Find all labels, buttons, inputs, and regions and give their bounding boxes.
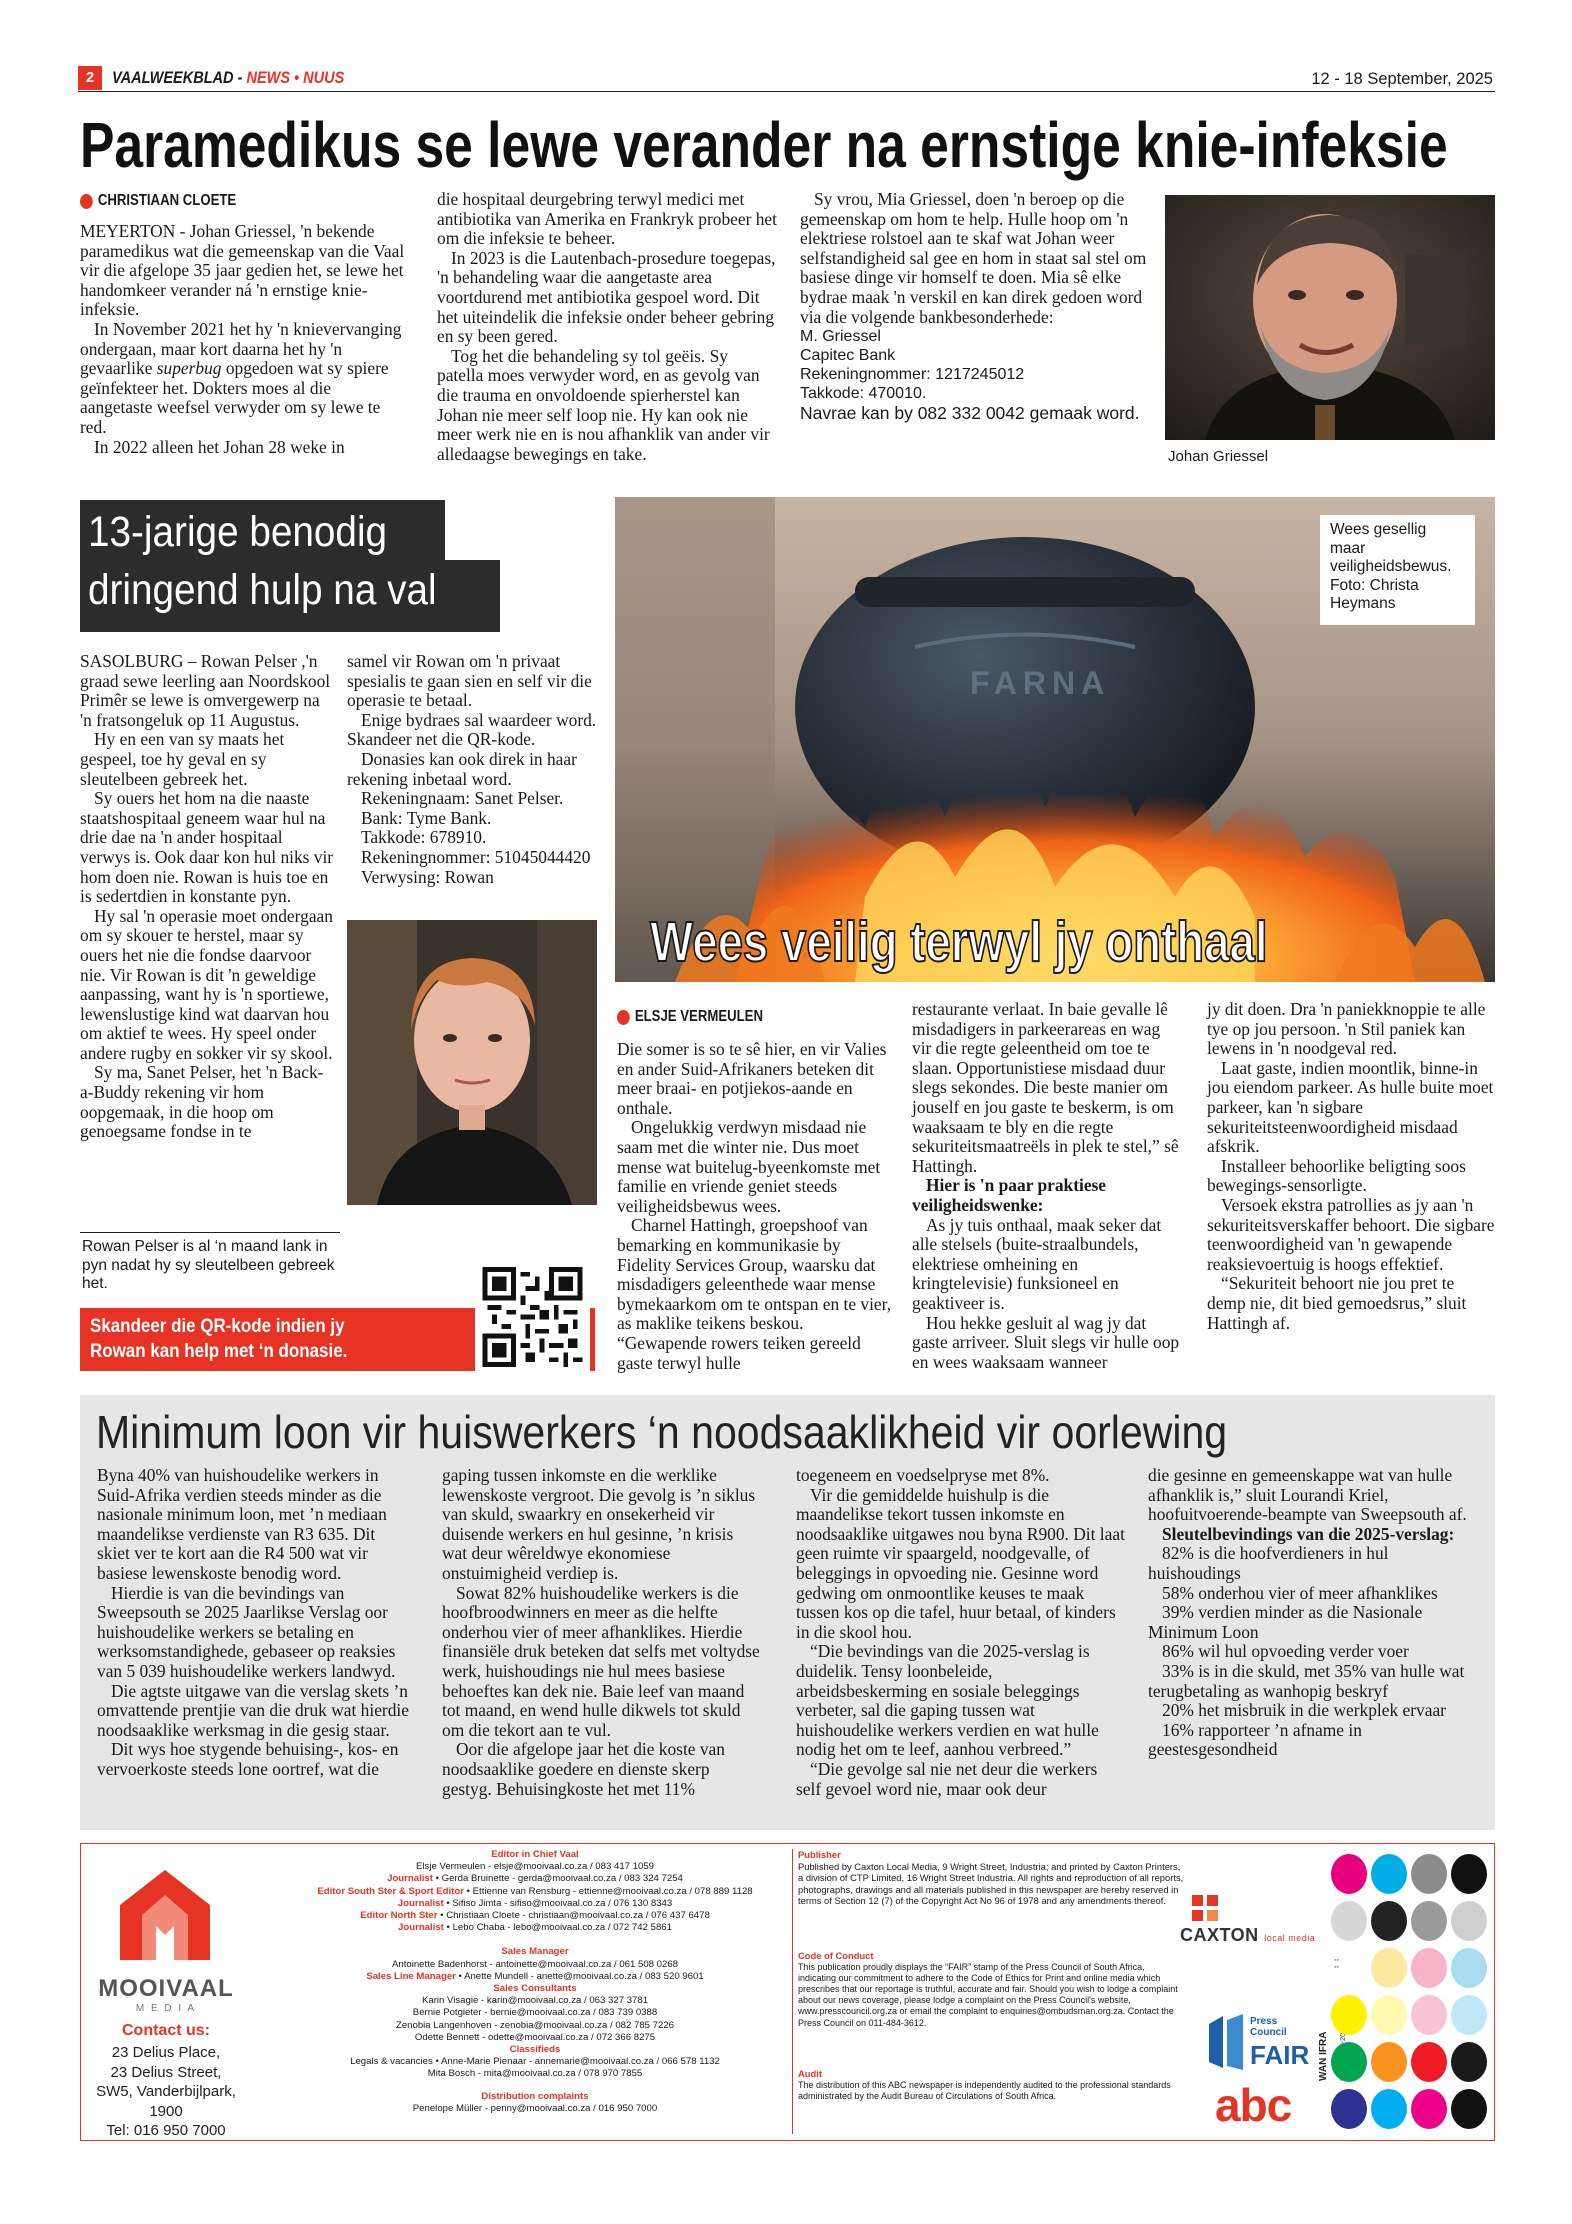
- story4-col4: [1148, 1466, 1483, 1760]
- staff-row: Zenobia Langenhoven - zenobia@mooivaal.co.za / 082 785 7226: [395, 2019, 675, 2031]
- story2-col2: [347, 652, 602, 887]
- story3-paragraph: Versoek ekstra patrollies as jy aan 'n sekuriteitsverskaffer behoort. Die sigbare teenwoordigheid van 'n gewapende reaksievoertuig is hoogs effektief.: [1207, 1194, 1495, 1274]
- story4-paragraph: die gesinne en gemeenskappe wat van hulle afhanklik is,” sluit Lourandi Kriel, hoofuitvoerende-beampte van Sweepsouth af.: [1148, 1465, 1467, 1525]
- byline-dot-icon: [80, 194, 93, 209]
- swatch-lightblue: [1451, 1948, 1487, 1988]
- story4-paragraph: Hierdie is van die bevindings van Sweepsouth se 2025 Jaarlikse Verslag oor huishoudelike werkers se betaling en werksomstandighede, gebaseer op reaksies van 5 039 huishoudelike werkers landwyd.: [97, 1582, 396, 1681]
- story1-bank-details: M. Griessel Capitec Bank Rekeningnommer: 1217245012 Takkode: 470010.: [800, 328, 1025, 403]
- staff-row: Penelope Müller - penny@mooivaal.co.za / 016 950 7000: [412, 2102, 658, 2114]
- story3-paragraph: As jy tuis onthaal, maak seker dat alle stelsels (buite-straalbundels, elektriese omheining en kringtelevisie) funksioneel en geaktiveer is.: [912, 1214, 1162, 1313]
- story1-paragraph: In 2023 is die Lautenbach-prosedure toegepas, 'n behandeling waar die aangetaste area voortdurend met antibiotika gespoel word. Dit het uiteindelik die infeksie onder beheer gebring en sy been gered.: [437, 247, 776, 347]
- swatch-black: [1451, 2042, 1487, 2082]
- contact-address: 23 Delius Place, 23 Delius Street, SW5, Vanderbijlpark, 1900 Tel: 016 950 7000: [96, 2044, 236, 2139]
- story2-col1: [80, 652, 335, 1142]
- story1-col1: [80, 222, 405, 457]
- johan-caption: Johan Griessel: [1168, 448, 1269, 465]
- story2-paragraph: Hy sal 'n operasie moet ondergaan om sy skouer te herstel, maar sy ouers het nie die fondse daarvoor nie. Vir Rowan is dit 'n geweldige aanpassing, want hy is 'n sportiewe, lewenslustige kind wat daarvan hou om aktief te wees. Hy speel onder andere rugby en sokker vir sy skool.: [80, 905, 333, 1063]
- staff-row: Antoinette Badenhorst - antoinette@mooivaal.co.za / 061 508 0268: [391, 1958, 679, 1970]
- story4-col3: [796, 1466, 1126, 1799]
- johan-portrait-illustration: [1165, 195, 1495, 440]
- qr-code[interactable]: [475, 1262, 590, 1372]
- swatch-pink: [1411, 1995, 1447, 2035]
- potjie-caption-box: Wees gesellig maar veiligheidsbewus. Foto: Christa Heymans: [1320, 515, 1475, 625]
- story3-paragraph: Die somer is so te sê hier, en vir Valies en ander Suid-Afrikaners beteken dit meer braai- en potjiekos-aande en onthale.: [617, 1039, 887, 1118]
- publisher-heading: Publisher: [798, 1849, 841, 1860]
- story4-paragraph: toegeneem en voedselpryse met 8%.: [796, 1465, 1050, 1485]
- story1-paragraph: die hospitaal deurgebring terwyl medici met antibiotika van Amerika en Frankryk probeer het om die infeksie te beheer.: [437, 189, 777, 249]
- page-header: [78, 66, 1495, 92]
- contact-heading: Contact us:: [122, 2022, 210, 2039]
- swatch-black: [1451, 2089, 1487, 2129]
- qr-code-icon: [480, 1267, 585, 1367]
- rowan-photo: [347, 920, 597, 1205]
- story4-paragraph: Dit wys hoe stygende behuising-, kos- en vervoerkoste steeds lone oortref, wat die: [97, 1739, 399, 1779]
- story4-col1: [97, 1466, 412, 1780]
- story3-col3: [1207, 1000, 1495, 1333]
- story4-finding: 33% is in die skuld, met 35% van hulle wat terugbetaling as wanhopig beskryf: [1148, 1660, 1465, 1701]
- paper-name: VAALWEEKBLAD - NEWS • NUUS: [112, 69, 345, 87]
- story3-paragraph: Hou hekke gesluit al wag jy dat gaste arriveer. Sluit slegs vir hulle oop en wees waaksaam wanneer: [912, 1312, 1180, 1372]
- swatch-pink: [1411, 1948, 1447, 1988]
- colour-swatches: [1328, 1849, 1490, 2135]
- staff-heading: Sales Manager: [501, 1946, 569, 1958]
- story3-paragraph: jy dit doen. Dra 'n paniekknoppie te alle tye op jou persoon. 'n Stil paniek kan lewens in 'n noodgeval red.: [1207, 999, 1486, 1059]
- staff-row: Journalist • Sifiso Jimta - sifiso@mooivaal.co.za / 076 130 8343: [397, 1897, 673, 1909]
- story2-paragraph: Hy en een van sy maats het gespeel, toe hy geval en sy sleutelbeen gebreek het.: [80, 729, 285, 789]
- story2-paragraph: Enige bydraes sal waardeer word. Skandeer net die QR-kode.: [347, 709, 597, 750]
- story1-paragraph: MEYERTON - Johan Griessel, 'n bekende paramedikus wat die gemeenskap van die Vaal vir die afgelope 35 jaar gedien het, se lewe het handomkeer verander ná 'n ernstige knie-infeksie.: [80, 221, 405, 320]
- swatch-green: [1331, 2042, 1367, 2082]
- story4-paragraph: gaping tussen inkomste en die werklike lewenskoste vergroot. Die gevolg is ’n siklus van skuld, swaarkry en onsekerheid vir duisende werkers en hul gesinne, ’n krisis wat deur wêreldwye ekonomiese onstuimigheid verdiep is.: [442, 1465, 756, 1583]
- johan-photo: [1165, 195, 1495, 440]
- staff-row: Karin Visagie - karin@mooivaal.co.za / 063 327 3781: [421, 1995, 649, 2007]
- pot-lettering: FARNA: [970, 665, 1111, 701]
- story4-paragraph: “Die gevolge sal nie net deur die werkers self gevoel word nie, maar ook deur: [796, 1758, 1098, 1799]
- story2-paragraph: Donasies kan ook direk in haar rekening inbetaal word.: [347, 748, 577, 789]
- press-council-icon: [1205, 2012, 1247, 2072]
- logo-name: MOOIVAAL: [98, 1975, 234, 2002]
- swatch-magenta: [1411, 2089, 1447, 2129]
- story4-paragraph: Vir die gemiddelde huishulp is die maandelikse tekort tussen inkomste en noodsaaklike uitgawes nou byna R900. Dit laat geen ruimte vir spaargeld, noodgevalle, of beleggings in opvoeding nie. Gesinne word gedwing om onmoontlike keuses te maak tussen kos op die tafel, huur betaal, of kinders in die skool hou.: [796, 1484, 1125, 1642]
- staff-row: Bernie Potgieter - bernie@mooivaal.co.za / 083 739 0388: [412, 2007, 658, 2019]
- story3-paragraph: Ongelukkig verdwyn misdaad nie saam met die winter nie. Dus moet mense wat buitelug-byeenkomste met familie en vriende geniet steeds veiligheidsbewus wees.: [617, 1117, 881, 1216]
- story3-paragraph: “Sekuriteit behoort nie jou pret te demp nie, dit bied gemoedsrus,” sluit Hattingh af.: [1207, 1273, 1467, 1333]
- staff-row: Odette Bennett - odette@mooivaal.co.za / 072 366 8275: [414, 2031, 656, 2043]
- story4-finding: 86% wil hul opvoeding verder voer: [1162, 1641, 1409, 1662]
- story1-headline: Paramedikus se lewe verander na ernstige knie-infeksie: [80, 109, 1448, 181]
- staff-heading: Classifieds: [509, 2044, 561, 2056]
- staff-row: Journalist • Gerda Bruinette - gerda@mooivaal.co.za / 083 324 7254: [387, 1873, 683, 1885]
- story1-paragraph: Sy vrou, Mia Griessel, doen 'n beroep op die gemeenskap om hom te help. Hulle hoop om 'n elektriese rolstoel aan te skaf wat Johan weer selfstandigheid sal gee en hom in staat sal stel om basiese dinge vir homself te doen. Mia sê elke bydrae maak 'n verskil en kan direk gedoen word via die volgende bankbesonderhede:: [800, 189, 1147, 327]
- staff-row: Editor North Ster • Christiaan Cloete - christiaan@mooivaal.co.za / 076 437 6478: [360, 1910, 710, 1922]
- byline-dot-icon: [617, 1010, 630, 1025]
- logo-sub: M E D I A: [135, 2003, 197, 2014]
- abc-logo: abc: [1215, 2079, 1292, 2131]
- swatch-paleyellow: [1371, 1995, 1407, 2035]
- conduct-heading: Code of Conduct: [798, 1950, 874, 1961]
- story1-paragraph: Tog het die behandeling sy tol geëis. Sy patella moes verwyder word, en as gevolg van die trauma en onvoldoende spierherstel kan Johan nie meer self loop nie. Hy kan ook nie meer werk nie en is nou afhanklik van ander vir alledaagse bewegings en take.: [437, 345, 770, 464]
- story4-finding: 82% is die hoofverdieners in hul huishoudings: [1148, 1543, 1389, 1583]
- staff-row: Legals & vacancies • Anne-Marie Pienaar - annemarie@mooivaal.co.za / 066 578 1132: [350, 2056, 720, 2068]
- conduct-text: This publication proudly displays the “FAIR” stamp of the Press Council of South Africa, indicating our commitment to adhere to the Code of Ethics for Print and online media which prescribes that our reportage is truthful, accurate and fair. Should you wish to lodge a complaint about our news coverage, please lodge a complaint on the Press Council's website, www.presscouncil.org.za or email the complaint to enquiries@ombudsman.org.za. Contact the Press Council on 011-484-3612.: [798, 1961, 1178, 2028]
- press-council-logo: Press Council FAIR: [1205, 2012, 1315, 2074]
- rowan-caption: Rowan Pelser is al ‘n maand lank in pyn nadat hy sy sleutelbeen gebreek het.: [82, 1238, 335, 1292]
- swatch-lightgrey: [1451, 1901, 1487, 1941]
- story1-paragraph: In November 2021 het hy 'n knievervanging ondergaan, maar kort daarna het hy 'n gevaarlike superbug opgedoen wat sy spiere geïnfekteer het. Dokters moes al die aangetaste weefsel verwyder om sy lewe te red.: [80, 318, 402, 437]
- staff-list: [275, 1849, 795, 2115]
- staff-row: Editor South Ster & Sport Editor • Ettienne van Rensburg - ettienne@mooivaal.co.za / 078 889 1128: [317, 1885, 753, 1897]
- masthead-divider: [792, 1849, 793, 2134]
- mooivaal-logo: [110, 1860, 220, 1970]
- swatch-lightgrey: [1331, 1901, 1367, 1941]
- story4-finding: 16% rapporteer ’n afname in geestesgesondheid: [1148, 1719, 1362, 1760]
- audit-heading: Audit: [798, 2068, 822, 2079]
- story3-paragraph: Charnel Hattingh, groepshoof van bemarking en kommunikasie by Fidelity Services Group, waarsku dat misdadigers geleenthede waar mense bymekaarkom om te ontspan en te vier, as maklike teikens beskou. “Gewapende rowers teiken gereeld gaste terwyl hulle: [617, 1215, 892, 1373]
- audit-block: [798, 2068, 1218, 2102]
- rowan-portrait-illustration: [347, 920, 597, 1205]
- story2-paragraph: samel vir Rowan om 'n privaat spesialis te gaan sien en self vir die operasie te betaal.: [347, 651, 592, 711]
- conduct-block: [798, 1950, 1178, 2029]
- audit-text: The distribution of this ABC newspaper is independently audited to the professional standards administrated by the Audit Bureau of Circulations of South Africa.: [798, 2079, 1171, 2101]
- story3-paragraph: restaurante verlaat. In baie gevalle lê misdadigers in parkeerareas en wag vir die regte geleentheid om toe te slaan. Opportunistiese misdaad duur slegs sekondes. Die beste manier om jouself en jou gaste te beskerm, is om waaksaam te bly en die regte sekuriteitsmaatreëls in plek te stel,” sê Hattingh.: [912, 999, 1179, 1176]
- registration-marks: ▪▪ ▪▪: [1334, 1957, 1339, 1971]
- story3-col1: [617, 1040, 897, 1373]
- story2-paragraph: Sy ouers het hom na die naaste staatshospitaal geneem waar hul na drie dae na 'n ander hospitaal verwys is. Ook daar kon hul niks vir hom doen nie. Rowan is huis toe en is sedertdien in konstante pyn.: [80, 788, 334, 907]
- caxton-logo: CAXTON local media: [1180, 1895, 1320, 1947]
- story1-col3: [800, 190, 1160, 424]
- swatch-yellow: [1371, 1948, 1407, 1988]
- swatch-black: [1371, 1901, 1407, 1941]
- story4-finding: 58% onderhou vier of meer afhanklikes: [1162, 1582, 1438, 1603]
- story4-finding: 20% het misbruik in die werkplek ervaar: [1162, 1700, 1446, 1721]
- swatch-paleblue: [1451, 1995, 1487, 2035]
- publisher-text: Published by Caxton Local Media, 9 Wright Street, Industria; and printed by Caxton Printers, a division of CTP Limited, 16 Wright Street Industria. All rights and reproduction of all reports, photographs, drawings and all materials published in this newspaper are hereby reserved in terms of Section 12 (7) of the Copyright Act No 96 of 1978 and any amendments thereof.: [798, 1860, 1184, 1907]
- rowan-caption-rule: [80, 1232, 340, 1233]
- swatch-red: [1331, 1854, 1367, 1894]
- staff-heading: Sales Consultants: [493, 1983, 577, 1995]
- wan-ifra-logo: WAN IFRA: [1318, 2031, 1329, 2081]
- swatch-yellow: [1331, 1995, 1367, 2035]
- story2-headline: 13-jarige benodig dringend hulp na val: [88, 508, 437, 614]
- story2-paragraph: Sy ma, Sanet Pelser, het 'n Back-a-Buddy rekening vir hom oopgemaak, in die hoop om genoegsame fondse in te: [80, 1062, 324, 1142]
- story3-paragraph: Installeer behoorlike beligting soos bewegings-sensorligte.: [1207, 1155, 1466, 1196]
- staff-row: Journalist • Lebo Chaba - lebo@mooivaal.co.za / 072 742 5861: [398, 1922, 672, 1934]
- section-label: NEWS • NUUS: [246, 69, 345, 87]
- story3-headline: Wees veilig terwyl jy onthaal: [650, 910, 1268, 974]
- story3-tips-heading: Hier is 'n paar praktiese veiligheidswenke:: [912, 1175, 1107, 1215]
- story1-byline: CHRISTIAAN CLOETE: [80, 192, 236, 210]
- swatch-navy: [1331, 2089, 1367, 2129]
- staff-heading: Editor in Chief Vaal: [491, 1849, 579, 1860]
- story3-paragraph: Laat gaste, indien moontlik, binne-in jou eiendom parkeer. As hulle buite moet parkeer, kan 'n sigbare sekuriteitsteenwoordigheid misdaad afskrik.: [1207, 1057, 1494, 1157]
- swatch-orange: [1371, 2042, 1407, 2082]
- story4-paragraph: Oor die afgelope jaar het die koste van noodsaaklike goedere en dienste skerp gestyg. Behuisingkoste het met 11%: [442, 1739, 725, 1799]
- swatch-grey: [1411, 1901, 1447, 1941]
- story2-bank-details: Rekeningnaam: Sanet Pelser. Bank: Tyme Bank. Takkode: 678910. Rekeningnommer: 51045044420 Verwysing: Rowan: [361, 788, 591, 887]
- swatch-grey: [1411, 1854, 1447, 1894]
- swatch-cyan: [1371, 1854, 1407, 1894]
- story4-paragraph: Byna 40% van huishoudelike werkers in Suid-Afrika verdien steeds minder as die nasionale minimum loon, met ’n mediaan maandelikse verdienste van R3 635. Dit skiet ver te kort aan die R4 500 wat vir basiese lewenskoste benodig word.: [97, 1465, 387, 1583]
- story3-byline: ELSJE VERMEULEN: [617, 1008, 763, 1026]
- story1-paragraph: In 2022 alleen het Johan 28 weke in: [94, 436, 345, 457]
- story1-contact: Navrae kan by 082 332 0042 gemaak word.: [800, 403, 1140, 424]
- staff-row: Sales Line Manager • Anette Mundell - anette@mooivaal.co.za / 083 520 9601: [366, 1970, 704, 1982]
- story1-col2: [437, 190, 777, 464]
- story4-paragraph: Sowat 82% huishoudelike werkers is die hoofbroodwinners en meer as die helfte onderhou vier of meer afhanklikes. Hierdie finansiële druk beteken dat selfs met voltydse werk, huishoudings nie hul mees basiese behoeftes kan dek nie. Baie leef van maand tot maand, en wend hulle dikwels tot skuld om die tekort aan te vul.: [442, 1582, 760, 1740]
- swatch-red: [1411, 2042, 1447, 2082]
- story4-headline: Minimum loon vir huiswerkers ‘n noodsaaklikheid vir oorlewing: [96, 1406, 1228, 1458]
- qr-banner-text: Skandeer die QR-kode indien jy Rowan kan help met ‘n donasie.: [90, 1315, 348, 1362]
- issue-date: 12 - 18 September, 2025: [1311, 70, 1493, 88]
- caxton-logo-icon: [1192, 1895, 1218, 1921]
- page-number: 2: [78, 66, 102, 90]
- publisher-block: [798, 1849, 1188, 1907]
- swatch-cyan: [1371, 2089, 1407, 2129]
- story4-paragraph: “Die bevindings van die 2025-verslag is duidelik. Tensy loonbeleide, arbeidsbeskerming en sosiale beleggings verbeter, sal die gaping tussen wat huishoudelike werkers verdien en wat hulle nodig het om te leef, aanhou verbreed.”: [796, 1641, 1099, 1760]
- story3-col2: [912, 1000, 1182, 1372]
- story2-paragraph: SASOLBURG – Rowan Pelser ,'n graad sewe leerling aan Noordskool Primêr se lewe is omvergewerp na 'n fratsongeluk op 11 Augustus.: [80, 651, 331, 730]
- staff-row: Mita Bosch - mita@mooivaal.co.za / 078 970 7855: [427, 2068, 643, 2080]
- story4-finding: 39% verdien minder as die Nasionale Minimum Loon: [1148, 1602, 1423, 1642]
- story4-findings-heading: Sleutelbevindings van die 2025-verslag:: [1162, 1523, 1455, 1544]
- story4-col2: [442, 1466, 762, 1799]
- staff-row: Elsje Vermeulen - elsje@mooivaal.co.za / 083 417 1059: [416, 1861, 654, 1873]
- mooivaal-logo-icon: [110, 1860, 220, 1970]
- staff-heading: Distribution complaints: [481, 2090, 589, 2102]
- story4-paragraph: Die agtste uitgawe van die verslag skets ’n omvattende prentjie van die druk wat hierdie noodsaaklike werksmag in die gesig staar.: [97, 1680, 409, 1740]
- swatch-black: [1451, 1854, 1487, 1894]
